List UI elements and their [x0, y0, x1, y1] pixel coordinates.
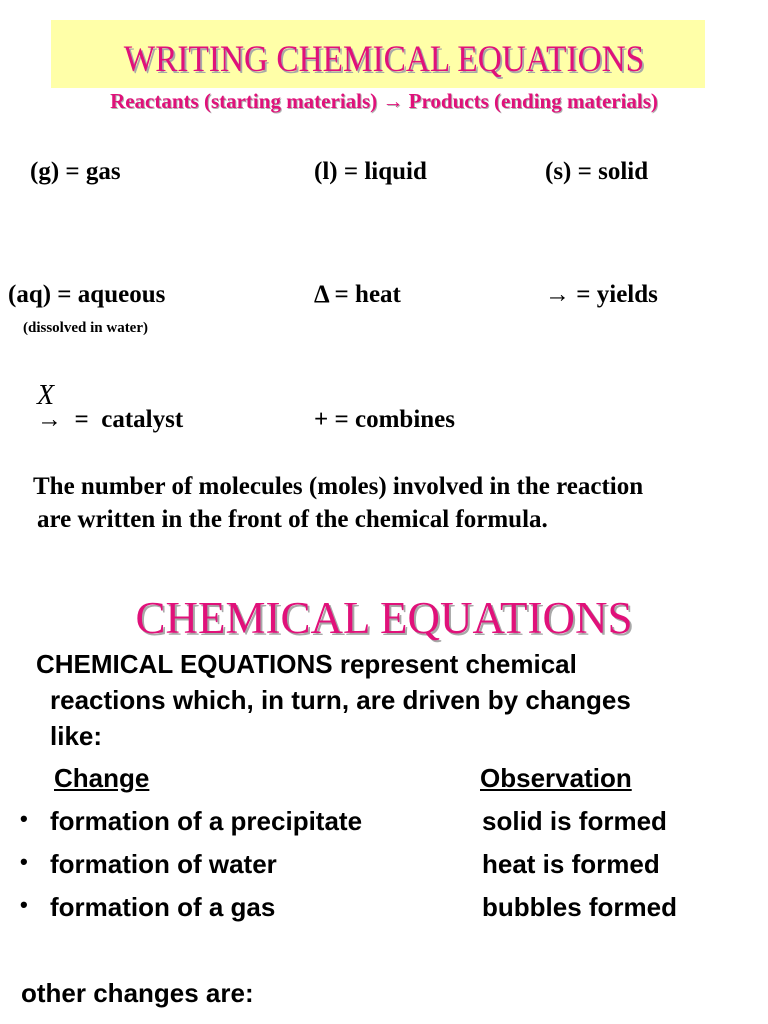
bullet-icon: • [20, 849, 28, 874]
note-paragraph [33, 470, 643, 536]
observation-text: bubbles formed [482, 892, 678, 922]
legend-catalyst: → = catalyst [37, 406, 184, 433]
catalyst-symbol: X [37, 380, 55, 411]
page-subtitle: Reactants (starting materials) → Products (ending materials) [110, 89, 658, 113]
change-text: formation of water [50, 849, 277, 879]
intro-line-2: reactions which, in turn, are driven by changes [50, 685, 631, 715]
column-header-change: Change [54, 763, 150, 793]
legend-aqueous-note: (dissolved in water) [23, 320, 148, 336]
observation-text: solid is formed [482, 806, 667, 836]
footer-text: other changes are: [21, 978, 254, 1008]
intro-line-1: CHEMICAL EQUATIONS represent chemical [36, 649, 577, 679]
bullet-icon: • [20, 892, 28, 917]
intro-paragraph [36, 646, 631, 754]
legend-heat: Δ = heat [314, 281, 401, 308]
legend-aqueous: (aq) = aqueous [8, 281, 166, 308]
legend-liquid: (l) = liquid [314, 158, 427, 185]
page-title: WRITING CHEMICAL EQUATIONS [123, 39, 645, 80]
legend-gas: (g) = gas [30, 158, 121, 185]
section-heading: CHEMICAL EQUATIONS [135, 593, 633, 643]
observation-text: heat is formed [482, 849, 660, 879]
intro-line-3: like: [50, 721, 103, 751]
note-line-2: are written in the front of the chemical formula. [37, 506, 548, 533]
column-header-observation: Observation [480, 763, 632, 793]
bullet-icon: • [20, 806, 28, 831]
list-item [0, 806, 768, 846]
list-item [0, 892, 768, 932]
legend-yields: → = yields [545, 281, 658, 308]
note-line-1: The number of molecules (moles) involved in the reaction [33, 473, 644, 500]
change-text: formation of a precipitate [50, 806, 363, 836]
legend-solid: (s) = solid [545, 158, 649, 185]
list-item [0, 849, 768, 889]
legend-combines: + = combines [314, 406, 455, 433]
change-text: formation of a gas [50, 892, 276, 922]
